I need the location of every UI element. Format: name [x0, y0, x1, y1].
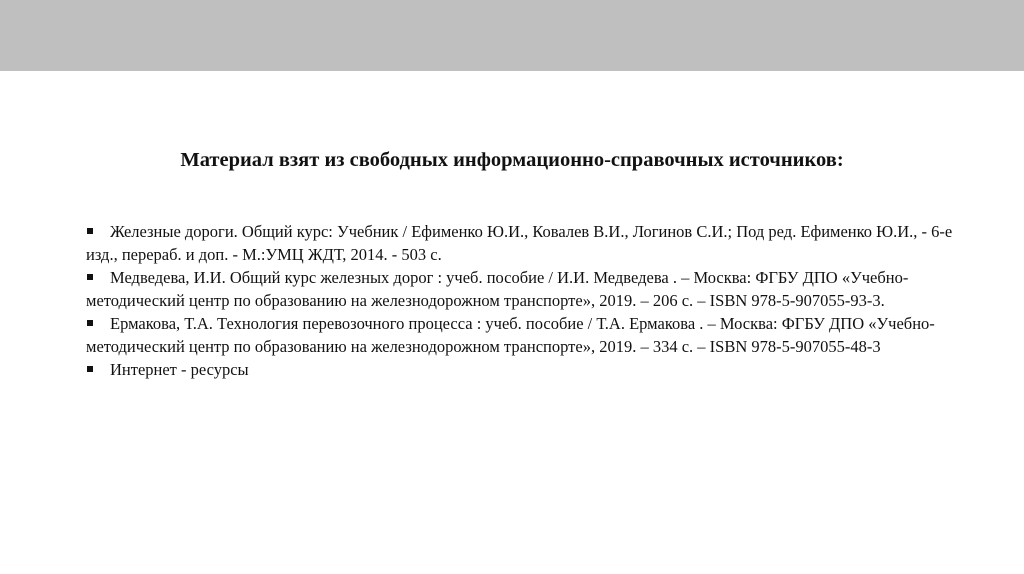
reference-list	[86, 220, 986, 381]
square-bullet-icon	[87, 366, 93, 372]
reference-text: Железные дороги. Общий курс: Учебник / Ефименко Ю.И., Ковалев В.И., Логинов С.И.; Под ред. Ефименко Ю.И., - 6-е изд., перераб. и доп. - М.:УМЦ ЖДТ, 2014. - 503 с.	[86, 222, 953, 264]
square-bullet-icon	[87, 320, 93, 326]
reference-item	[86, 220, 986, 266]
square-bullet-icon	[87, 228, 93, 234]
top-banner	[0, 0, 1024, 71]
square-bullet-icon	[87, 274, 93, 280]
reference-item	[86, 312, 986, 358]
reference-item	[86, 266, 986, 312]
reference-text: Медведева, И.И. Общий курс железных дорог : учеб. пособие / И.И. Медведева . – Москва: ФГБУ ДПО «Учебно-методический центр по образованию на железнодорожном транспорте», 2019. – 206 с. – ISBN 978-5-907055-93-3.	[86, 268, 909, 310]
reference-text: Ермакова, Т.А. Технология перевозочного процесса : учеб. пособие / Т.А. Ермакова . – Москва: ФГБУ ДПО «Учебно-методический центр по образованию на железнодорожном транспорте», 2019. – 334 с. – ISBN 978-5-907055-48-3	[86, 314, 935, 356]
reference-item	[86, 358, 986, 381]
slide-title: Материал взят из свободных информационно-справочных источников:	[180, 149, 844, 171]
reference-text: Интернет - ресурсы	[110, 360, 249, 379]
